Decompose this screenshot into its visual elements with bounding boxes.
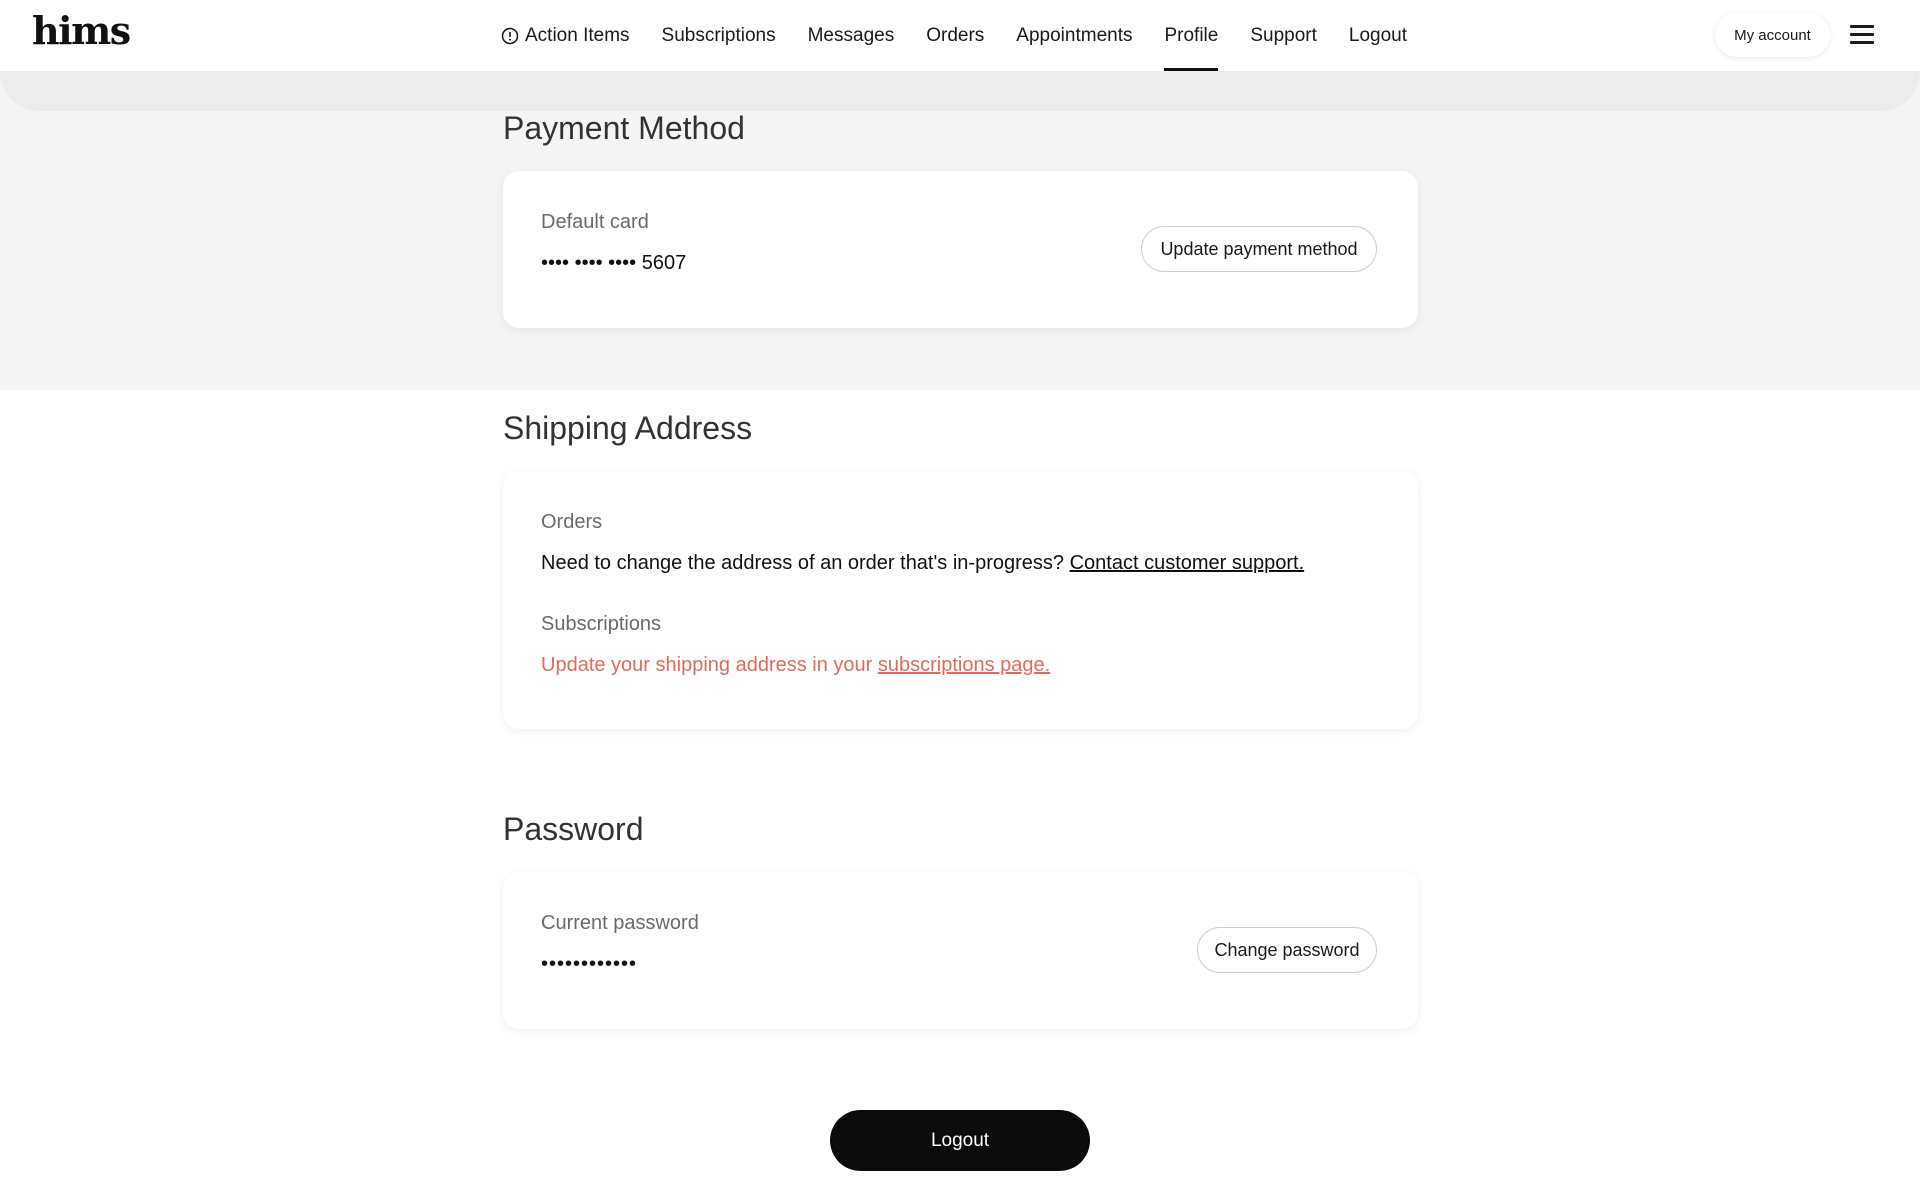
subscriptions-label: Subscriptions bbox=[541, 613, 662, 635]
orders-text bbox=[541, 552, 1304, 575]
logout-button[interactable]: Logout bbox=[830, 1110, 1090, 1171]
hamburger-menu-icon[interactable] bbox=[1850, 25, 1874, 45]
update-payment-button[interactable]: Update payment method bbox=[1141, 226, 1377, 272]
subscriptions-message: Update your shipping address in your bbox=[541, 654, 873, 676]
orders-message: Need to change the address of an order that's in-progress? bbox=[541, 552, 1065, 574]
change-password-button[interactable]: Change password bbox=[1197, 927, 1377, 973]
default-card-label: Default card bbox=[541, 211, 649, 233]
nav-appointments[interactable]: Appointments bbox=[1016, 24, 1133, 46]
contact-support-link[interactable]: Contact customer support. bbox=[1069, 552, 1305, 574]
subscriptions-page-link[interactable]: subscriptions page. bbox=[877, 654, 1051, 676]
nav-profile[interactable]: Profile bbox=[1164, 0, 1218, 71]
nav-messages[interactable]: Messages bbox=[807, 24, 895, 46]
nav-support[interactable]: Support bbox=[1250, 24, 1317, 46]
password-card bbox=[503, 872, 1418, 1029]
header-curve-decoration bbox=[0, 71, 1920, 111]
current-password-label: Current password bbox=[541, 912, 699, 934]
nav-logout[interactable]: Logout bbox=[1348, 24, 1408, 46]
payment-method-title: Payment Method bbox=[503, 110, 745, 146]
nav-orders[interactable]: Orders bbox=[926, 24, 985, 46]
subscriptions-text bbox=[541, 654, 1050, 677]
my-account-button[interactable]: My account bbox=[1715, 13, 1830, 57]
alert-circle-icon bbox=[501, 27, 519, 45]
main-nav bbox=[501, 0, 1439, 71]
orders-label: Orders bbox=[541, 511, 603, 533]
nav-action-items-label: Action Items bbox=[525, 24, 630, 46]
password-value: •••••••••••• bbox=[541, 953, 638, 975]
card-number: •••• •••• •••• 5607 bbox=[541, 252, 687, 274]
shipping-address-title: Shipping Address bbox=[503, 410, 753, 446]
nav-subscriptions[interactable]: Subscriptions bbox=[661, 24, 776, 46]
payment-card bbox=[503, 171, 1418, 328]
password-title: Password bbox=[503, 811, 644, 847]
top-header bbox=[0, 0, 1920, 71]
hims-logo[interactable]: hims bbox=[32, 8, 130, 53]
nav-action-items[interactable] bbox=[501, 0, 630, 71]
shipping-card bbox=[503, 471, 1418, 729]
